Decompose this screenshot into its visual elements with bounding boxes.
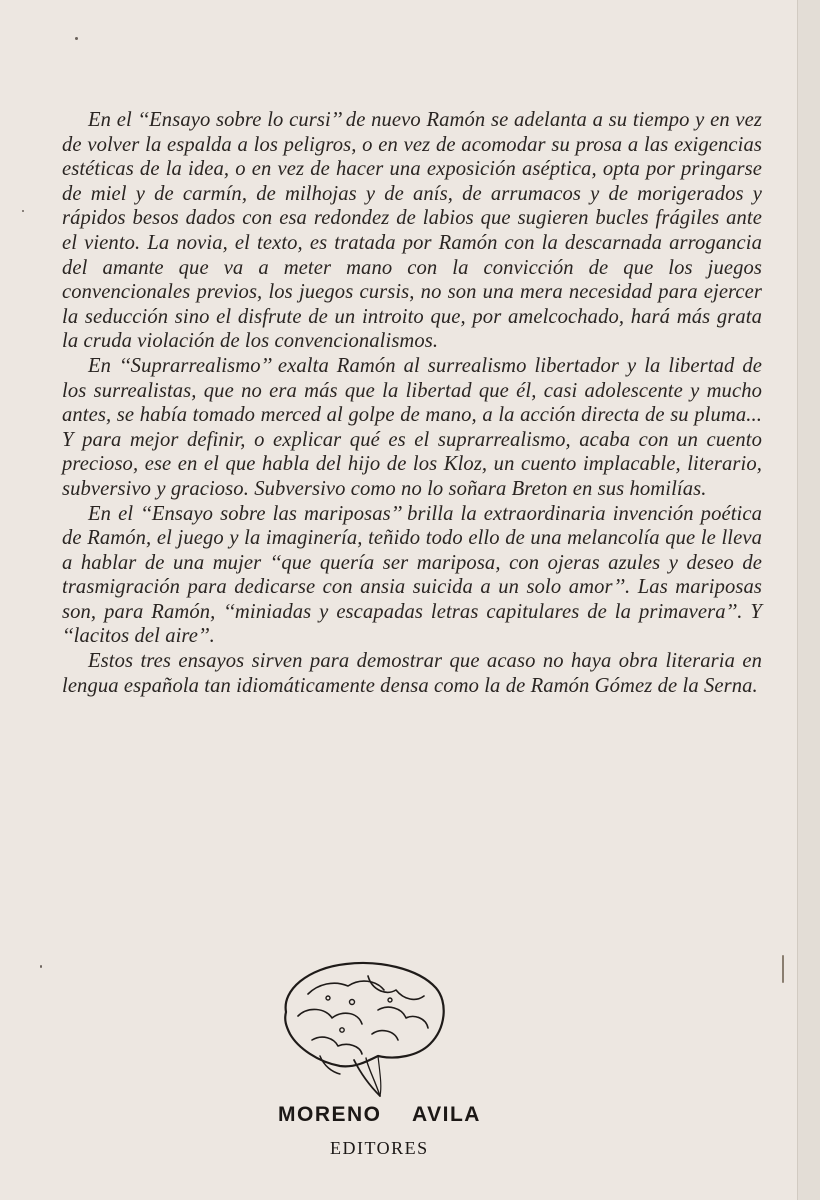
publisher-subtitle: EDITORES bbox=[330, 1138, 429, 1158]
blurb-paragraph: En el ‘‘Ensayo sobre las mariposas’’ brilla la extraordinaria invención poética de Ramón, el juego y la imaginería, teñido todo ello de una melancolía que le lleva a hablar de una mujer ‘‘que quería ser mariposa, con ojeras azules y deseo de trasmigración para dedicarse con ansia suicida a un solo amor’’. Las mariposas son, para Ramón, ‘‘miniadas y escapadas letras capitulares de la primavera’’. Y ‘‘lacitos del aire’’. bbox=[62, 502, 762, 648]
publisher-name-left: MORENO bbox=[278, 1103, 382, 1126]
dust-speck bbox=[22, 210, 24, 212]
publisher-name-right: AVILA bbox=[412, 1103, 481, 1126]
blurb-paragraph: En el ‘‘Ensayo sobre lo cursi’’ de nuevo Ramón se adelanta a su tiempo y en vez de volver la espalda a los peligros, o en vez de acomodar su prosa a las exigencias estéticas de la idea, o en vez de hacer una exposición aséptica, opta por pringarse de miel y de carmín, de milhojas y de anís, de arrumacos y de morigerados y rápidos besos dados con esa redondez de labios que sugieren bucles frágiles ante el viento. La novia, el texto, es tratada por Ramón con la descarnada arrogancia del amante que va a meter mano con la convicción de que los juegos convencionales previos, los juegos cursis, no son una mera necesidad para ejercer la seducción sino el disfrute de un introito que, por amelcochado, hará más grata la cruda violación de los convencionalismos. bbox=[62, 109, 762, 353]
back-cover-blurb bbox=[62, 108, 762, 698]
dust-speck bbox=[75, 37, 78, 40]
blurb-paragraph: En ‘‘Suprarrealismo’’ exalta Ramón al surrealismo libertador y la libertad de los surrealistas, que no era más que la libertad que él, casi adolescente y mucho antes, se había tomado merced al golpe de mano, a la acción directa de su pluma... Y para mejor definir, o explicar qué es el suprarrealismo, acaba con un cuento precioso, ese en el que habla del hijo de los Kloz, un cuento implacable, literario, subversivo y gracioso. Subversivo como no lo soñara Breton en sus homilías. bbox=[62, 354, 762, 500]
dust-speck bbox=[782, 955, 784, 983]
brain-sketch-icon bbox=[268, 950, 468, 1100]
dust-speck bbox=[40, 965, 42, 968]
blurb-paragraph: Estos tres ensayos sirven para demostrar que acaso no haya obra literaria en lengua española tan idiomáticamente densa como la de Ramón Gómez de la Serna. bbox=[62, 650, 762, 697]
